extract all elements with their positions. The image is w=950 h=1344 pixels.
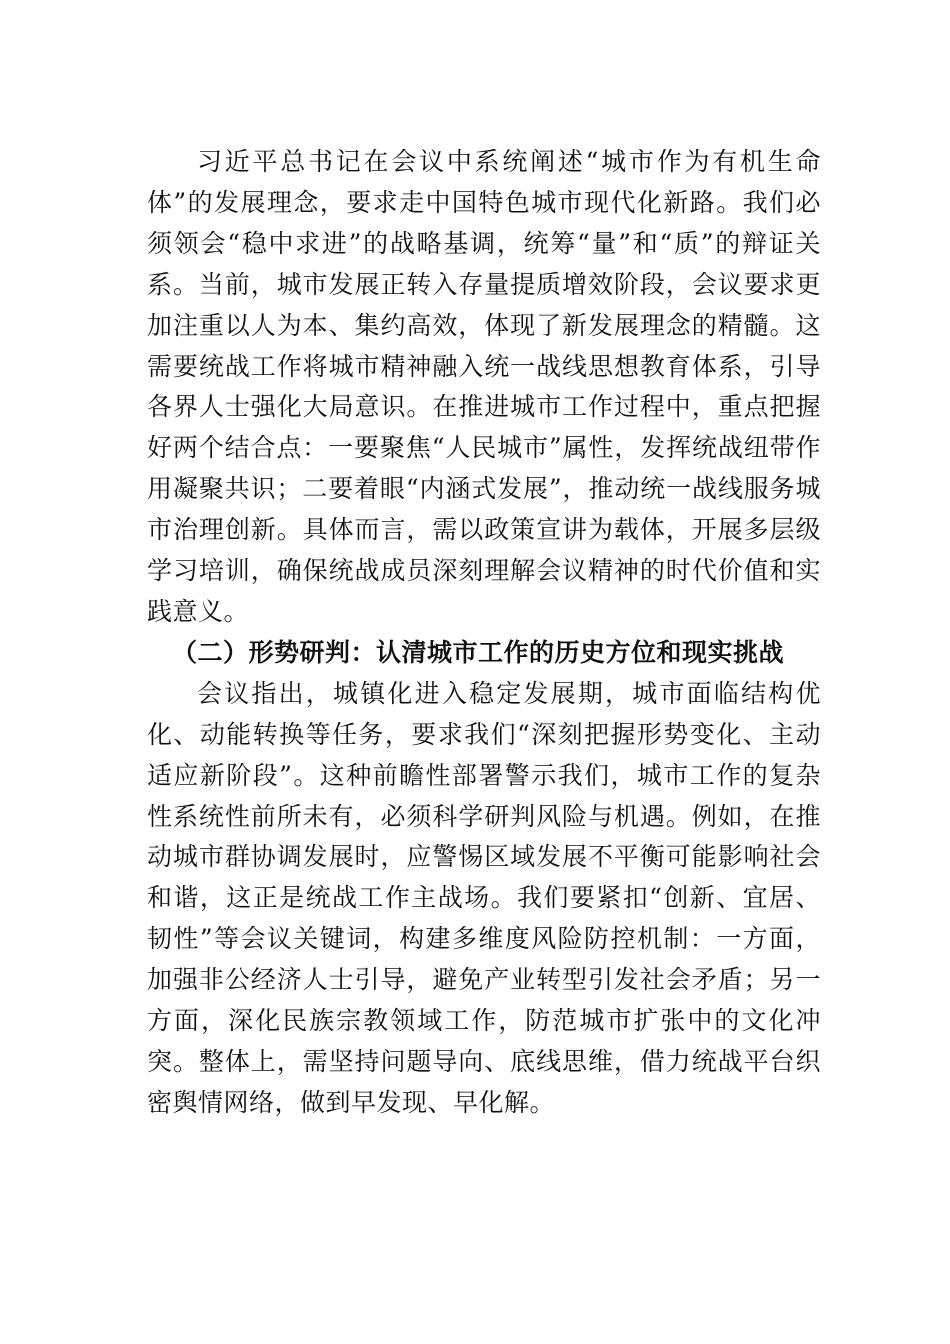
- body-paragraph: 会议指出，城镇化进入稳定发展期，城市面临结构优化、动能转换等任务，要求我们“深刻把握形势变化、主动适应新阶段”。这种前瞻性部署警示我们，城市工作的复杂性系统性前所未有，必须科学研判风险与机遇。例如，在推动城市群协调发展时，应警惕区域发展不平衡可能影响社会和谐，这正是统战工作主战场。我们要紧扣“创新、宜居、韧性”等会议关键词，构建多维度风险防控机制：一方面，加强非公经济人士引导，避免产业转型引发社会矛盾；另一方面，深化民族宗教领域工作，防范城市扩张中的文化冲突。整体上，需坚持问题导向、底线思维，借力统战平台织密舆情网络，做到早发现、早化解。: [147, 678, 821, 1117]
- section-heading: （二）形势研判：认清城市工作的历史方位和现实挑战: [172, 637, 785, 667]
- document-body: [147, 142, 821, 1124]
- body-paragraph: 习近平总书记在会议中系统阐述“城市作为有机生命体”的发展理念，要求走中国特色城市现代化新路。我们必须领会“稳中求进”的战略基调，统筹“量”和“质”的辩证关系。当前，城市发展正转入存量提质增效阶段，会议要求更加注重以人为本、集约高效，体现了新发展理念的精髓。这需要统战工作将城市精神融入统一战线思想教育体系，引导各界人士强化大局意识。在推进城市工作过程中，重点把握好两个结合点：一要聚焦“人民城市”属性，发挥统战纽带作用凝聚共识；二要着眼“内涵式发展”，推动统一战线服务城市治理创新。具体而言，需以政策宣讲为载体，开展多层级学习培训，确保统战成员深刻理解会议精神的时代价值和实践意义。: [147, 147, 821, 626]
